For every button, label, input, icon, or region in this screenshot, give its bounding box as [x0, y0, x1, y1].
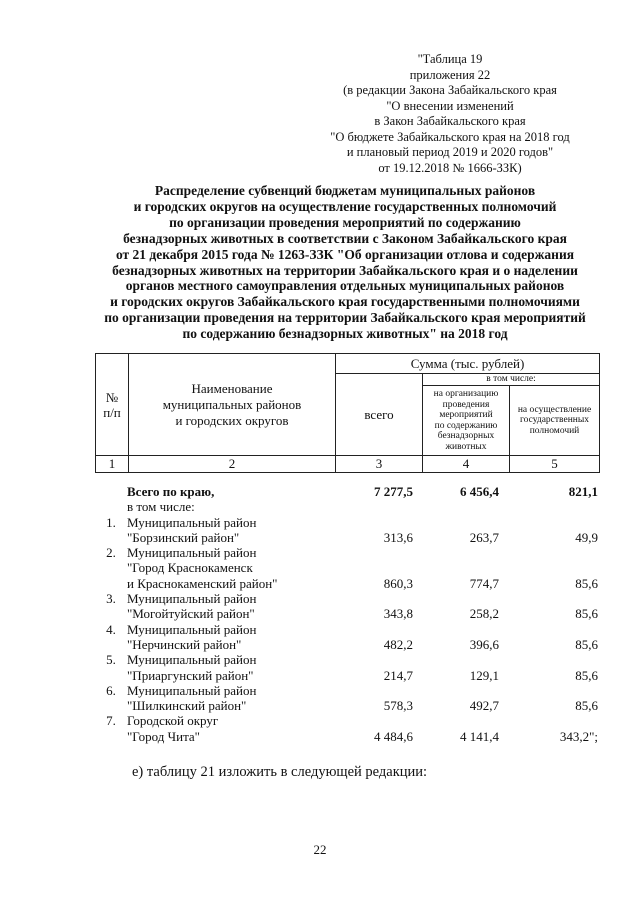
title-line: по организации проведения мероприятий по содержанию: [169, 214, 521, 230]
col-sum-header: Сумма (тыс. рублей): [336, 354, 600, 374]
row-powers: [506, 713, 600, 728]
row-name: "Нерчинский район": [127, 636, 242, 652]
row-total: [333, 560, 419, 575]
row-powers: 85,6: [575, 667, 598, 683]
row-organization: [419, 683, 506, 698]
row-powers: [506, 652, 600, 667]
row-total: 4 484,6: [374, 728, 413, 744]
col-number: 4: [423, 456, 510, 473]
row-organization: [419, 652, 506, 667]
row-powers: [506, 683, 600, 698]
total-row: [95, 484, 600, 499]
row-name: "Город Краснокаменск: [127, 560, 253, 576]
row-number: 4.: [106, 621, 116, 637]
row-name: Муниципальный район: [127, 591, 257, 607]
row-name: "Город Чита": [127, 728, 200, 744]
row-name: "Шилкинский район": [127, 698, 247, 714]
total-label: Всего по краю,: [127, 484, 215, 499]
column-numbers-row: [96, 456, 600, 473]
header-line: "О внесении изменений: [386, 98, 514, 113]
title-line: и городских округов Забайкальского края государственными полномочиями: [110, 294, 580, 310]
title-line: безнадзорных животных на территории Забайкальского края и о наделении: [112, 262, 578, 278]
row-name: "Приаргунский район": [127, 667, 254, 683]
table-row: [95, 698, 600, 713]
col-total-header: всего: [336, 374, 423, 456]
row-powers: [506, 622, 600, 637]
row-number: [95, 530, 127, 545]
title-line: от 21 декабря 2015 года № 1263-ЗЗК "Об организации отлова и содержания: [115, 246, 575, 262]
including-row: [95, 499, 600, 514]
row-number: 2.: [106, 545, 116, 561]
table-header: [95, 353, 600, 473]
col-incl-header: в том числе:: [423, 374, 600, 386]
row-total: [333, 591, 419, 606]
row-number: 7.: [106, 713, 116, 729]
row-organization: [419, 713, 506, 728]
title-line: по организации проведения на территории Забайкальского края мероприятий: [104, 310, 586, 326]
row-total: [333, 652, 419, 667]
row-number: [95, 560, 127, 575]
row-name: "Могойтуйский район": [127, 606, 255, 622]
table-row: [95, 668, 600, 683]
col-num-header: № п/п: [96, 354, 129, 456]
row-name: "Борзинский район": [127, 529, 240, 545]
row-powers: 343,2";: [559, 728, 598, 744]
row-number: 3.: [106, 591, 116, 607]
table-row: [95, 637, 600, 652]
row-powers: [506, 591, 600, 606]
table-row: [95, 713, 600, 728]
total-v3: 821,1: [568, 484, 598, 499]
row-name: Муниципальный район: [127, 514, 257, 530]
row-total: 313,6: [383, 529, 413, 545]
total-v1: 7 277,5: [374, 484, 413, 499]
row-organization: 396,6: [469, 636, 499, 652]
table-row: [95, 683, 600, 698]
header-line: (в редакции Закона Забайкальского края: [343, 83, 557, 97]
row-name: Муниципальный район: [127, 652, 257, 668]
row-organization: 492,7: [469, 698, 499, 714]
title-line: Распределение субвенций бюджетам муниципальных районов: [154, 183, 536, 198]
header-line: в Закон Забайкальского края: [374, 114, 526, 128]
col-number: 3: [336, 456, 423, 473]
footer-text: е) таблицу 21 изложить в следующей редакции:: [132, 764, 428, 780]
row-powers: 85,6: [575, 575, 598, 591]
row-powers: 85,6: [575, 698, 598, 714]
table-row: [95, 515, 600, 530]
row-organization: [419, 622, 506, 637]
row-organization: [419, 560, 506, 575]
header-line: от 19.12.2018 № 1666-ЗЗК): [378, 160, 522, 175]
table-row: [95, 576, 600, 591]
col-name-header: Наименование муниципальных районов и городских округов: [129, 354, 336, 456]
row-total: 214,7: [383, 667, 413, 683]
row-organization: 263,7: [469, 529, 499, 545]
table-title: [90, 183, 600, 342]
row-organization: 258,2: [469, 606, 499, 622]
col4-header: на организацию проведения мероприятий по содержанию безнадзорных животных: [423, 386, 510, 456]
header-line: приложения 22: [409, 67, 491, 82]
row-name: Муниципальный район: [127, 621, 257, 637]
document-header: [300, 52, 600, 176]
row-total: [333, 545, 419, 560]
row-organization: [419, 515, 506, 530]
row-name: Муниципальный район: [127, 682, 257, 698]
row-number: [95, 668, 127, 683]
row-powers: [506, 515, 600, 530]
row-powers: 85,6: [575, 636, 598, 652]
table-row: [95, 622, 600, 637]
page-number: 22: [313, 842, 327, 857]
header-line: "О бюджете Забайкальского края на 2018 год: [330, 129, 570, 144]
row-organization: [419, 591, 506, 606]
title-line: органов местного самоуправления отдельных муниципальных районов: [125, 278, 565, 294]
row-powers: 85,6: [575, 606, 598, 622]
row-total: [333, 713, 419, 728]
row-organization: 774,7: [469, 575, 499, 591]
table-row: [95, 545, 600, 560]
title-line: и городских округов на осуществление государственных полномочий: [133, 198, 557, 214]
data-table: [95, 484, 600, 744]
row-name: Муниципальный район: [127, 545, 257, 561]
table-row: [95, 591, 600, 606]
title-line: по содержанию безнадзорных животных" на 2018 год: [182, 326, 508, 342]
table-row: [95, 652, 600, 667]
table-row: [95, 530, 600, 545]
row-total: 482,2: [383, 636, 413, 652]
row-number: [95, 729, 127, 744]
row-number: [95, 698, 127, 713]
row-total: 343,8: [383, 606, 413, 622]
row-powers: 49,9: [575, 529, 598, 545]
row-organization: [419, 545, 506, 560]
row-number: 1.: [106, 514, 116, 530]
header-line: и плановый период 2019 и 2020 годов": [346, 145, 554, 159]
row-number: 5.: [106, 652, 116, 668]
row-organization: 4 141,4: [460, 728, 499, 744]
row-total: 860,3: [383, 575, 413, 591]
including-label: в том числе:: [127, 499, 195, 515]
table-row: [95, 560, 600, 575]
total-v2: 6 456,4: [460, 484, 499, 499]
col-number: 2: [129, 456, 336, 473]
row-name: Городской округ: [127, 713, 219, 729]
row-total: [333, 515, 419, 530]
row-number: 6.: [106, 682, 116, 698]
row-total: [333, 622, 419, 637]
row-powers: [506, 560, 600, 575]
row-total: [333, 683, 419, 698]
row-name: и Краснокаменский район": [127, 575, 278, 591]
row-organization: 129,1: [469, 667, 499, 683]
col-number: 1: [96, 456, 129, 473]
row-number: [95, 637, 127, 652]
header-line: "Таблица 19: [417, 52, 483, 66]
row-total: 578,3: [383, 698, 413, 714]
table-row: [95, 729, 600, 744]
col5-header: на осуществление государственных полномочий: [510, 386, 600, 456]
title-line: безнадзорных животных в соответствии с Законом Забайкальского края: [123, 230, 567, 246]
row-number: [95, 606, 127, 621]
table-row: [95, 606, 600, 621]
row-powers: [506, 545, 600, 560]
row-number: [95, 576, 127, 591]
col-number: 5: [510, 456, 600, 473]
